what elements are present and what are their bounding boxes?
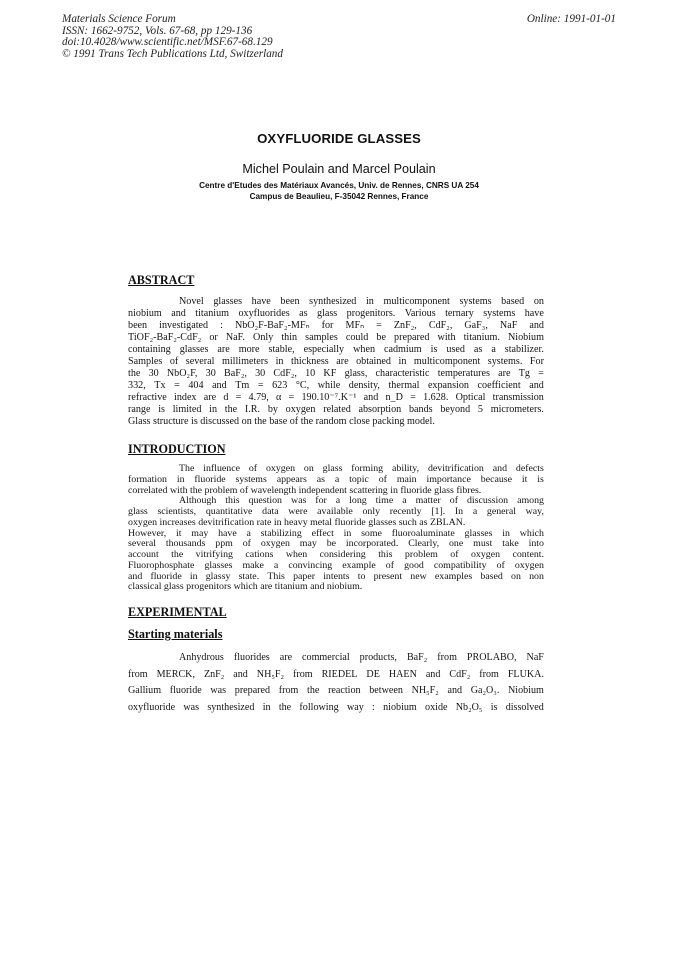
- copyright-line: © 1991 Trans Tech Publications Ltd, Switzerland: [62, 47, 283, 60]
- abstract-line: been investigated : NbO₂F-BaF₂-MFₙ for MFₙ = ZnF₂, CdF₂, GaF₃, NaF and: [128, 319, 544, 331]
- introduction-body: [128, 464, 544, 593]
- abstract-line: niobium and titanium oxyfluorides as glass progenitors. Various ternary systems have: [128, 307, 544, 319]
- experimental-heading: EXPERIMENTAL: [128, 605, 227, 619]
- starting-materials-heading: Starting materials: [128, 627, 223, 641]
- intro-line: and fluoride in glassy state. This paper intents to present new examples based on non: [128, 570, 544, 582]
- abstract-line: 332, Tx = 404 and Tm = 623 °C, while density, thermal expansion coefficient and: [128, 379, 544, 391]
- intro-line: correlated with the problem of wavelength independent scattering in fluoride glass fibres.: [128, 484, 482, 496]
- exp-line: Gallium fluoride was prepared from the reaction between NH₅F₂ and Ga₂O₃. Niobium: [128, 685, 544, 696]
- intro-line: glass scientists, quantitative data were available only recently [1]. In a general way,: [128, 506, 544, 517]
- introduction-heading: INTRODUCTION: [128, 442, 226, 456]
- abstract-line: Glass structure is discussed on the base of the random close packing model.: [128, 415, 435, 427]
- intro-line: Although this question was for a long time a matter of discussion among: [179, 495, 544, 507]
- intro-line: However, it may have a stabilizing effect in some fluoroaluminate glasses in which: [128, 527, 544, 539]
- abstract-line: the 30 NbO₂F, 30 BaF₂, 30 CdF₂, 10 KF glass, characteristic temperatures are Tg =: [128, 367, 544, 379]
- intro-line: oxygen increases devitrification rate in heavy metal fluoride glasses such as ZBLAN.: [128, 516, 466, 528]
- abstract-body: [128, 296, 544, 427]
- experimental-body: [128, 650, 544, 716]
- abstract-line: Novel glasses have been synthesized in multicomponent systems based on: [179, 296, 544, 307]
- abstract-line: Samples of several millimeters in thickness are obtained in multicomponent systems. For: [128, 355, 544, 367]
- abstract-heading: ABSTRACT: [128, 273, 195, 287]
- intro-line: account the vitrifying cations when considering this problem of oxygen content.: [128, 549, 544, 560]
- exp-line: Anhydrous fluorides are commercial products, BaF₂ from PROLABO, NaF: [179, 652, 544, 663]
- online-date: Online: 1991-01-01: [526, 13, 616, 25]
- exp-line: from MERCK, ZnF₂ and NH₅F₂ from RIEDEL DE HAEN and CdF₂ from FLUKA.: [128, 668, 544, 680]
- abstract-line: containing glasses are more stable, especially when cadmium is used as a stabilizer.: [128, 343, 544, 355]
- abstract-line: refractive index are d = 4.79, α = 190.10⁻⁷.K⁻¹ and n_D = 1.628. Optical transmission: [128, 391, 544, 403]
- abstract-line: TiOF₂-BaF₂-CdF₂ or NaF. Only thin samples could be prepared with titanium. Niobium: [128, 331, 544, 343]
- intro-line: formation in fluoride systems appears as a topic of main importance because it is: [128, 473, 544, 485]
- paper-title: OXYFLUORIDE GLASSES: [257, 131, 421, 146]
- affiliation-line-2: Campus de Beaulieu, F-35042 Rennes, France: [249, 192, 429, 201]
- journal-header: [62, 14, 482, 60]
- abstract-line: range is limited in the I.R. by oxygen related absorption bands beyond 5 micrometers.: [128, 403, 544, 415]
- intro-line: Fluorophosphate glasses make a convincing example of good compatibility of oxygen: [128, 559, 544, 571]
- journal-name: Materials Science Forum: [62, 13, 176, 25]
- exp-line: oxyfluoride was synthesized in the following way : niobium oxide Nb₂O₅ is dissolved: [128, 701, 544, 713]
- authors: Michel Poulain and Marcel Poulain: [242, 162, 436, 176]
- intro-line: classical glass progenitors which are titanium and niobium.: [128, 581, 363, 593]
- doi-line: doi:10.4028/www.scientific.net/MSF.67-68.129: [62, 36, 273, 49]
- intro-line: several thousands ppm of oxygen may be incorporated. Clearly, one must take into: [128, 538, 544, 550]
- issn-line: ISSN: 1662-9752, Vols. 67-68, pp 129-136: [62, 24, 253, 37]
- affiliation-line-1: Centre d'Etudes des Matériaux Avancés, Univ. de Rennes, CNRS UA 254: [199, 181, 479, 190]
- intro-line: The influence of oxygen on glass forming ability, devitrification and defects: [179, 463, 544, 474]
